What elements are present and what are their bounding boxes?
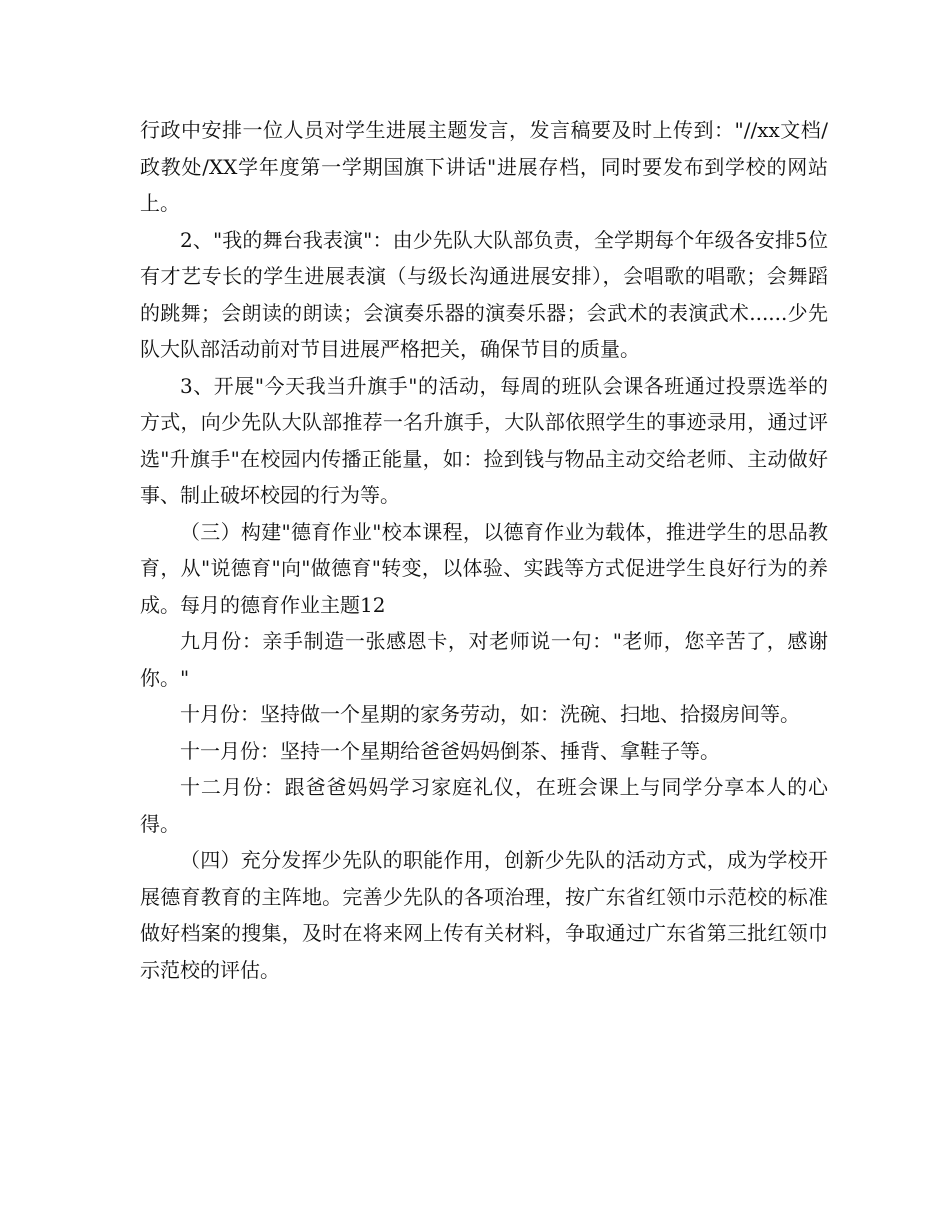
paragraph-october: 十月份：坚持做一个星期的家务劳动，如：洗碗、扫地、拾掇房间等。 bbox=[180, 702, 800, 726]
paragraph-speech-archive: 行政中安排一位人员对学生进展主题发言，发言稿要及时上传到："//xx文档/政教处/XX学年度第一学期国旗下讲话"进展存档，同时要发布到学校的网站上。 bbox=[140, 118, 828, 215]
paragraph-my-stage-performance: 2、"我的舞台我表演"：由少先队大队部负责，全学期每个年级各安排5位有才艺专长的学生进展表演（与级长沟通进展安排），会唱歌的唱歌；会舞蹈的跳舞；会朗读的朗读；会演奏乐器的演奏乐器；会武术的表演武术......少先队大队部活动前对节目进展严格把关，确保节目的质量。 bbox=[140, 227, 828, 361]
document-body bbox=[140, 112, 828, 988]
paragraph-november: 十一月份：坚持一个星期给爸爸妈妈倒茶、捶背、拿鞋子等。 bbox=[180, 738, 720, 763]
paragraph-moral-homework-course: （三）构建"德育作业"校本课程，以德育作业为载体，推进学生的思品教育，从"说德育"向"做德育"转变，以体验、实践等方式促进学生良好行为的养成。每月的德育作业主题12 bbox=[140, 519, 828, 617]
paragraph-december: 十二月份：跟爸爸妈妈学习家庭礼仪，在班会课上与同学分享本人的心得。 bbox=[140, 775, 828, 836]
paragraph-young-pioneers: （四）充分发挥少先队的职能作用，创新少先队的活动方式，成为学校开展德育教育的主阵地。完善少先队的各项治理，按广东省红领巾示范校的标准做好档案的搜集，及时在将来网上传有关材料，争取通过广东省第三批红领巾示范校的评估。 bbox=[140, 848, 828, 982]
paragraph-flag-raiser-activity: 3、开展"今天我当升旗手"的活动，每周的班队会课各班通过投票选举的方式，向少先队大队部推荐一名升旗手，大队部依照学生的事迹录用，通过评选"升旗手"在校园内传播正能量，如：捡到钱与物品主动交给老师、主动做好事、制止破坏校园的行为等。 bbox=[140, 373, 828, 507]
paragraph-september: 九月份：亲手制造一张感恩卡，对老师说一句："老师，您辛苦了，感谢你。" bbox=[140, 629, 828, 690]
